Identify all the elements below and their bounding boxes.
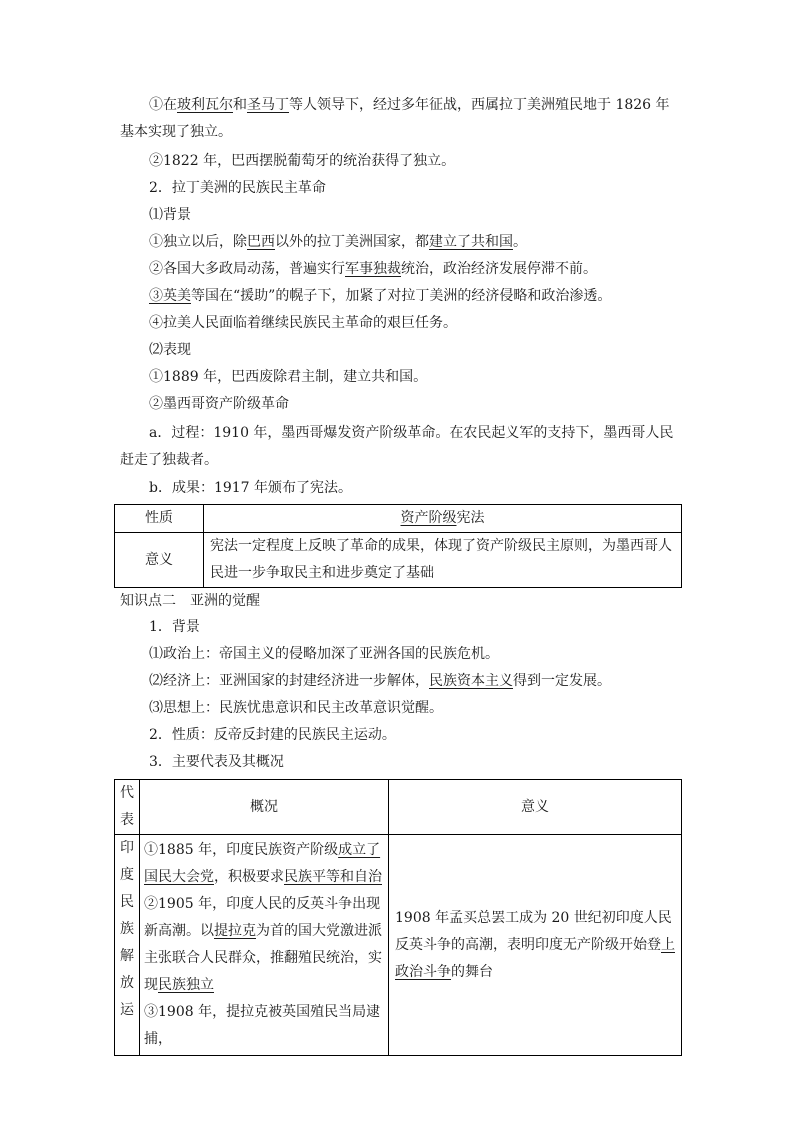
asia-background-politics: ⑴政治上：帝国主义的侵略加深了亚洲各国的民族危机。 xyxy=(149,646,499,662)
manifestation-item-2: ②墨西哥资产阶级革命 xyxy=(149,396,289,412)
underlined-military-dictatorship: 军事独裁 xyxy=(345,261,401,277)
heading-asia-background: 1．背景 xyxy=(149,619,200,635)
mexico-process: a．过程：1910 年，墨西哥爆发资产阶级革命。在农民起义军的支持下，墨西哥人民赶走了独裁者。 xyxy=(120,425,674,468)
manifestation-item-1: ①1889 年，巴西废除君主制，建立共和国。 xyxy=(149,369,428,385)
underlined-brazil: 巴西 xyxy=(247,234,275,250)
significance-cell: 1908 年孟买总罢工成为 20 世纪初印度人民反英斗争的高潮，表明印度无产阶级开始登上政治斗争的舞台 xyxy=(389,835,682,1056)
header-representative: 代表 xyxy=(115,780,140,835)
table-cell-label: 性质 xyxy=(115,505,204,533)
mexico-result: b．成果：1917 年颁布了宪法。 xyxy=(149,480,353,496)
underlined-republic: 建立了共和国 xyxy=(429,234,513,250)
background-item-4: ④拉美人民面临着继续民族民主革命的艰巨任务。 xyxy=(149,315,457,331)
constitution-table xyxy=(114,504,682,588)
background-item-1: ①独立以后，除巴西以外的拉丁美洲国家，都建立了共和国。 xyxy=(149,234,527,250)
asia-representatives-heading: 3．主要代表及其概况 xyxy=(149,754,284,770)
heading-background: ⑴背景 xyxy=(149,207,191,223)
table-cell-value: 宪法一定程度上反映了革命的成果，体现了资产阶级民主原则，为墨西哥人民进一步争取民主和进步奠定了基础 xyxy=(204,533,682,588)
underlined-san-martin: 圣马丁 xyxy=(247,97,289,113)
heading-manifestation: ⑵表现 xyxy=(149,342,191,358)
table-cell-label: 意义 xyxy=(115,533,204,588)
asia-background-economy: ⑵经济上：亚洲国家的封建经济进一步解体，民族资本主义得到一定发展。 xyxy=(149,673,611,689)
overview-item-3: ③1908 年，提拉克被英国殖民当局逮捕， xyxy=(144,1004,381,1047)
heading-latin-america-revolution: 2．拉丁美洲的民族民主革命 xyxy=(149,180,326,196)
representative-india: 印度民族解放运 xyxy=(115,835,140,1056)
knowledge-point-two: 知识点二 亚洲的觉醒 xyxy=(120,593,260,609)
overview-item-2: ②1905 年，印度人民的反英斗争出现新高潮。以提拉克为首的国大党激进派主张联合人民群众，推翻殖民统治，实现民族独立 xyxy=(144,896,382,993)
table-row xyxy=(115,533,682,588)
table-header-row xyxy=(115,780,682,835)
background-item-2: ②各国大多政局动荡，普遍实行军事独裁统治，政治经济发展停滞不前。 xyxy=(149,261,597,277)
underlined-national-capitalism: 民族资本主义 xyxy=(429,673,513,689)
table-cell-value: 资产阶级宪法 xyxy=(204,505,682,533)
background-item-3: ③英美等国在“援助”的幌子下，加紧了对拉丁美洲的经济侵略和政治渗透。 xyxy=(149,288,612,304)
paragraph-independence-spanish: ①在玻利瓦尔和圣马丁等人领导下，经过多年征战，西属拉丁美洲殖民地于 1826 年基本实现了独立。 xyxy=(120,97,670,140)
overview-cell xyxy=(140,835,389,1056)
underlined-uk-us: ③英美 xyxy=(149,288,191,304)
underlined-bolivar: 玻利瓦尔 xyxy=(177,97,233,113)
overview-item-1: ①1885 年，印度民族资产阶级成立了国民大会党，积极要求民族平等和自治 xyxy=(144,842,382,885)
asia-background-thought: ⑶思想上：民族忧患意识和民主改革意识觉醒。 xyxy=(149,700,443,716)
paragraph-brazil-independence: ②1822 年，巴西摆脱葡萄牙的统治获得了独立。 xyxy=(149,153,456,169)
table-row xyxy=(115,505,682,533)
header-overview: 概况 xyxy=(140,780,389,835)
asia-representatives-table xyxy=(114,779,682,1056)
asia-nature: 2．性质：反帝反封建的民族民主运动。 xyxy=(149,727,396,743)
table-row xyxy=(115,835,682,1056)
header-significance: 意义 xyxy=(389,780,682,835)
